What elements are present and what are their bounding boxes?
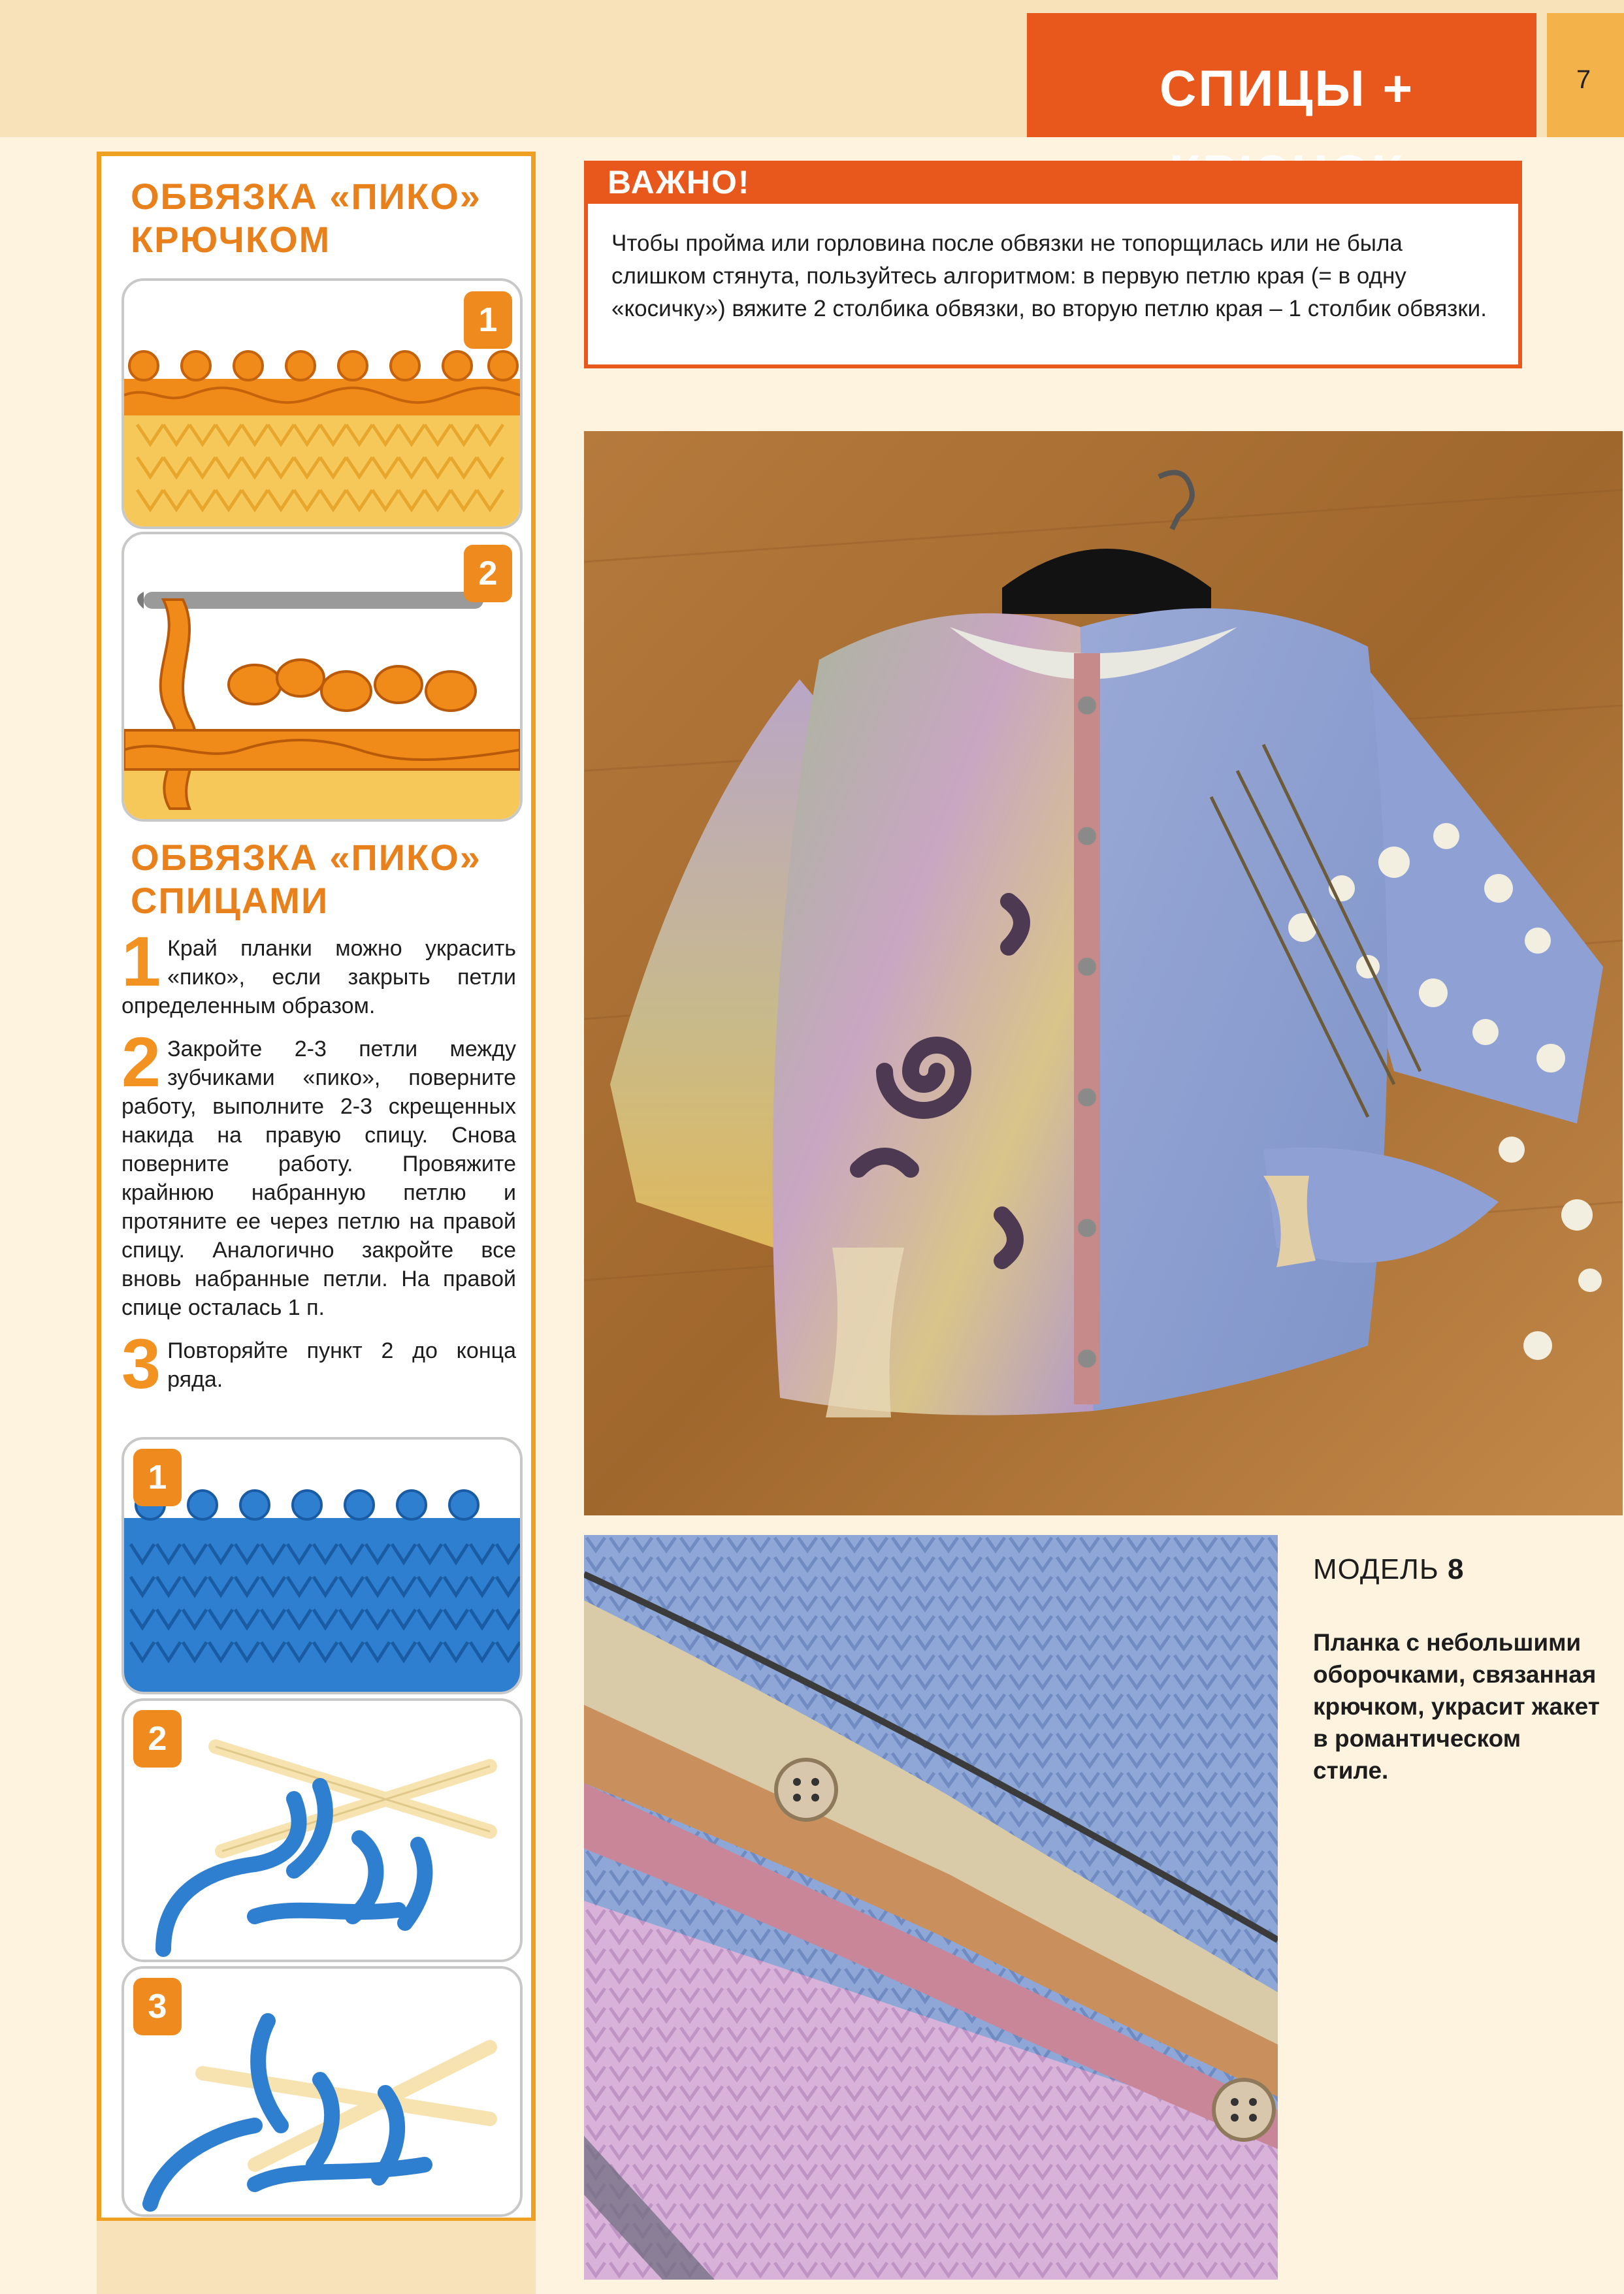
knit-picot-edge-illustration (124, 1440, 520, 1692)
crochet-diagram-2 (122, 532, 523, 822)
crochet-picot-edge-illustration (124, 281, 520, 526)
step-text: Закройте 2-3 петли между зубчиками «пико», поверните работу, выполните 2-3 скрещенных накида на правую спицу. Снова поверните работу. Провяжите крайнюю набранную петлю и протяните ее через петлю на правой спицу. Аналогично закройте все вновь набранные петли. На правой спице осталась 1 п. (122, 1037, 516, 1320)
section-title-line: ОБВЯЗКА «ПИКО» (131, 176, 481, 217)
step-number: 2 (122, 1022, 161, 1101)
section-title-line: КРЮЧКОМ (131, 219, 331, 260)
knit-diagram-3 (122, 1966, 523, 2217)
crochet-diagram-1 (122, 278, 523, 529)
step-text: Край планки можно украсить «пико», если закрыть петли определенным образом. (122, 936, 516, 1018)
diagram-badge: 3 (133, 1978, 182, 2035)
section-title-line: СПИЦАМИ (131, 880, 329, 921)
step-1 (122, 922, 516, 1020)
section-title-knitting (131, 836, 523, 922)
knit-needles-illustration (124, 1701, 520, 1960)
diagram-badge: 1 (464, 291, 512, 349)
model-label (1313, 1553, 1465, 1586)
section-title-crochet (131, 175, 523, 261)
diagram-badge: 2 (464, 545, 512, 602)
placket-closeup-illustration (584, 1535, 1278, 2280)
cardigan-photo (584, 431, 1623, 1515)
important-title: ВАЖНО! (608, 164, 751, 201)
knit-needles-illustration (124, 1969, 520, 2214)
section-title-line: ОБВЯЗКА «ПИКО» (131, 837, 481, 878)
step-3 (122, 1324, 516, 1403)
important-text: Чтобы пройма или горловина после обвязки не топорщилась или не была слишком стянута, пользуйтесь алгоритмом: в первую петлю края (= в одну «косичку») вяжите 2 столбика обвязки, во вторую петлю края – 1 столбик обвязки. (611, 231, 1487, 321)
page-number: 7 (1576, 65, 1591, 94)
knit-diagram-2 (122, 1698, 523, 1962)
step-number: 3 (122, 1324, 161, 1403)
header-title: СПИЦЫ + (1159, 59, 1414, 117)
model-number: 8 (1448, 1553, 1465, 1585)
step-2 (122, 1022, 516, 1322)
placket-detail-photo (584, 1535, 1278, 2280)
model-label-text: МОДЕЛЬ (1313, 1553, 1439, 1585)
step-text: Повторяйте пункт 2 до конца ряда. (167, 1338, 516, 1392)
diagram-badge: 1 (133, 1449, 182, 1506)
cardigan-on-hanger-illustration (584, 431, 1623, 1515)
footer-stripe (97, 2221, 536, 2294)
step-number: 1 (122, 922, 161, 1001)
model-caption: Планка с небольшими оборочками, связанная крючком, украсит жакет в романтическом стиле. (1313, 1629, 1600, 1784)
diagram-badge: 2 (133, 1710, 182, 1768)
crochet-hook-illustration (124, 534, 520, 819)
knit-diagram-1 (122, 1437, 523, 1694)
knitting-steps (122, 922, 516, 1408)
